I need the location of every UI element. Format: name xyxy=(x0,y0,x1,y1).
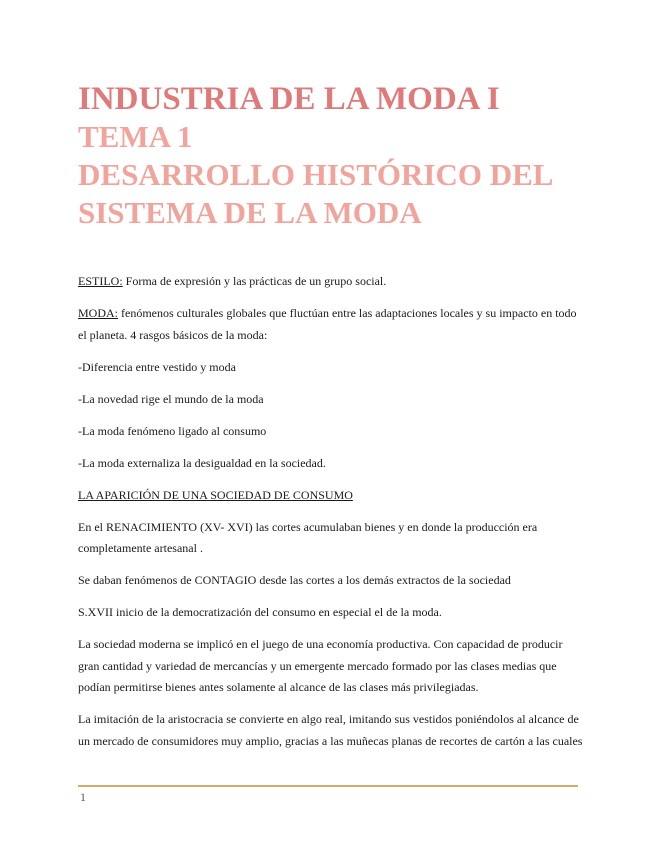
paragraph-imitacion: La imitación de la aristocracia se convierte en algo real, imitando sus vestidos poniéndolos al alcance de un mercado de consumidores muy amplio, gracias a las muñecas planas de recortes de cartón a las cuales xyxy=(78,712,583,748)
paragraph-sociedad-moderna: La sociedad moderna se implicó en el juego de una economía productiva. Con capacidad de producir gran cantidad y variedad de mercancías y un emergente mercado formado por las clases medias que podían permitirse bienes antes solamente al alcance de las clases más privilegiadas. xyxy=(78,637,563,694)
definition-moda: fenómenos culturales globales que fluctúan entre las adaptaciones locales y su impacto en todo el planeta. 4 rasgos básicos de la moda: xyxy=(78,306,577,342)
list-item-rasgo-2: -La novedad rige el mundo de la moda xyxy=(78,391,264,406)
footer-divider xyxy=(78,785,578,787)
document-body xyxy=(78,271,583,763)
title-topic-line2: SISTEMA DE LA MODA xyxy=(78,195,422,230)
paragraph-moda xyxy=(78,303,583,346)
title-topic-line1: DESARROLLO HISTÓRICO DEL xyxy=(78,157,554,192)
list-item-rasgo-3: -La moda fenómeno ligado al consumo xyxy=(78,423,267,438)
section-heading xyxy=(78,485,583,507)
term-moda: MODA: xyxy=(78,306,119,320)
paragraph-siglo-xvii: S.XVII inicio de la democratización del consumo en especial el de la moda. xyxy=(78,605,442,619)
section-heading-text: LA APARICIÓN DE UNA SOCIEDAD DE CONSUMO xyxy=(78,487,353,502)
paragraph-estilo xyxy=(78,271,583,293)
paragraph-renacimiento: En el RENACIMIENTO (XV- XVI) las cortes acumulaban bienes y en donde la producción era completamente artesanal . xyxy=(78,519,538,555)
paragraph-contagio: Se daban fenómenos de CONTAGIO desde las cortes a los demás extractos de la sociedad xyxy=(78,573,511,587)
title-topic-number: TEMA 1 xyxy=(78,119,193,154)
term-estilo: ESTILO: xyxy=(78,274,123,288)
definition-estilo: Forma de expresión y las prácticas de un grupo social. xyxy=(122,274,387,288)
document-title xyxy=(78,80,598,232)
page-number: 1 xyxy=(80,790,86,804)
list-item-rasgo-4: -La moda externaliza la desigualdad en la sociedad. xyxy=(78,455,326,470)
list-item-rasgo-1: -Diferencia entre vestido y moda xyxy=(78,359,236,374)
title-course: INDUSTRIA DE LA MODA I xyxy=(78,81,500,117)
